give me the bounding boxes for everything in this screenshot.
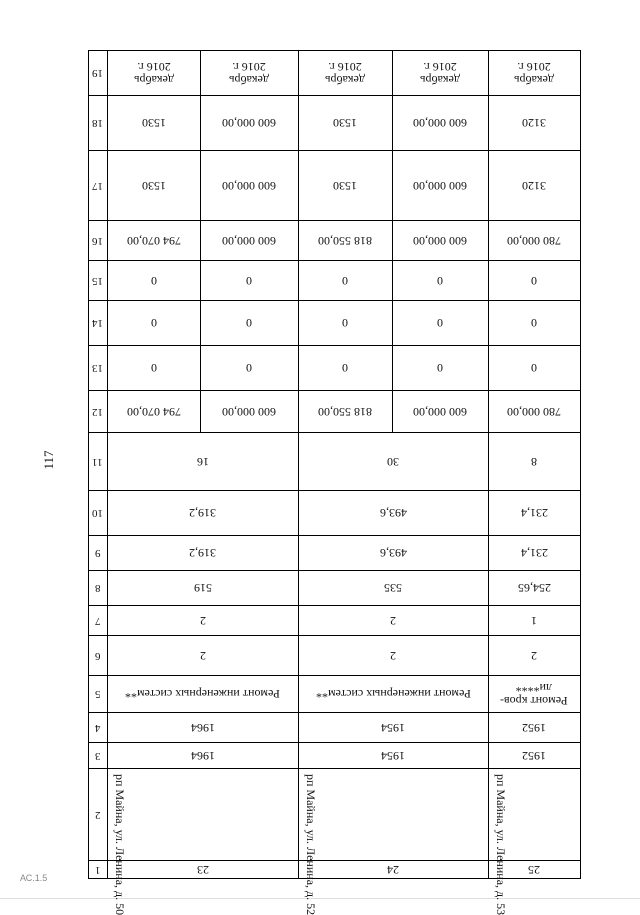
total-area-cell: 254,65 (517, 581, 551, 595)
area-living-cell: 319,2 (189, 506, 216, 520)
column-number: 4 (94, 721, 101, 734)
row-number: 23 (196, 862, 209, 877)
column-number: 11 (92, 455, 103, 468)
column-number: 2 (94, 808, 101, 821)
column-number: 18 (92, 117, 103, 129)
fund-cell: 0 (437, 316, 443, 330)
fund-cell: 0 (437, 273, 443, 288)
deadline-cell: декабрь 2016 г. (514, 59, 554, 87)
area-all-cell: 231,4 (520, 546, 548, 560)
cost-total-cell: 818 550,00 (318, 404, 372, 419)
area-all-cell: 319,2 (189, 546, 216, 560)
specific-cost-cell: 1530 (333, 178, 357, 193)
total-area-cell: 535 (384, 581, 402, 595)
area-all-cell: 493,6 (379, 546, 407, 560)
fund-cell: 0 (531, 316, 537, 330)
works-cell: Ремонт инженерных систем** (315, 687, 471, 701)
total-area-cell: 519 (193, 581, 212, 595)
area-living-cell: 231,4 (520, 506, 548, 520)
specific-cost-cell: 600 000,00 (413, 178, 467, 193)
page-number: 117 (41, 450, 56, 470)
fund-cell: 0 (342, 316, 348, 330)
column-number: 17 (92, 179, 103, 192)
column-number: 8 (94, 582, 101, 594)
owner-funds-cell: 780 000,00 (507, 233, 561, 248)
floors-cell: 2 (199, 648, 206, 663)
specific-cost-cell: 3120 (522, 178, 546, 193)
row-number: 24 (387, 862, 399, 877)
column-number: 6 (94, 649, 101, 662)
address-cell: рп Майна, ул. Ленина, д. 50 (113, 774, 127, 915)
column-number: 3 (94, 749, 101, 762)
deadline-cell: декабрь 2016 г. (420, 59, 460, 87)
residents-cell: 30 (387, 454, 399, 469)
residents-cell: 16 (196, 454, 209, 469)
area-living-cell: 493,6 (379, 506, 407, 520)
entrances-cell: 2 (390, 613, 396, 628)
year-built-cell: 1964 (190, 748, 215, 763)
fund-cell: 0 (531, 361, 537, 375)
limit-cost-cell: 3120 (522, 116, 546, 130)
address-cell: рп Майна, ул. Ленина, д. 53 (494, 774, 508, 915)
fund-cell: 0 (437, 361, 443, 375)
column-number: 1 (94, 863, 101, 876)
fund-cell: 0 (342, 361, 348, 375)
table-border-right (580, 50, 581, 879)
specific-cost-cell: 600 000,00 (222, 178, 276, 193)
fund-cell: 0 (150, 316, 157, 330)
year-overhaul-cell: 1954 (381, 720, 405, 735)
cost-total-cell: 794 070,00 (126, 404, 181, 419)
cost-total-cell: 780 000,00 (507, 404, 561, 419)
fund-cell: 0 (246, 316, 252, 330)
limit-cost-cell: 600 000,00 (222, 116, 276, 130)
deadline-cell: декабрь 2016 г. (229, 59, 269, 87)
limit-cost-cell: 1530 (333, 116, 357, 130)
column-number: 14 (92, 317, 103, 329)
fund-cell: 0 (150, 361, 157, 375)
margin-mark: АС.1.5 (20, 873, 48, 883)
column-number: 10 (92, 507, 103, 519)
entrances-cell: 2 (199, 613, 206, 628)
works-cell: Ремонт инженерных систем** (125, 687, 280, 701)
year-overhaul-cell: 1964 (190, 720, 215, 735)
column-number: 13 (92, 362, 103, 374)
fund-cell: 0 (246, 273, 252, 288)
residents-cell: 8 (531, 454, 537, 469)
owner-funds-cell: 600 000,00 (222, 233, 276, 248)
fund-cell: 0 (150, 273, 157, 288)
column-number: 19 (92, 67, 103, 79)
deadline-cell: декабрь 2016 г. (325, 59, 365, 87)
year-overhaul-cell: 1952 (522, 720, 546, 735)
limit-cost-cell: 600 000,00 (413, 116, 467, 130)
specific-cost-cell: 1530 (141, 178, 166, 193)
fund-cell: 0 (531, 273, 537, 288)
works-cell: Ремонт кров- ли**** (500, 680, 568, 708)
cost-total-cell: 600 000,00 (222, 404, 276, 419)
cost-total-cell: 600 000,00 (413, 404, 467, 419)
column-number: 9 (94, 547, 101, 559)
floors-cell: 2 (390, 648, 396, 663)
floors-cell: 2 (531, 648, 537, 663)
page-edge (0, 898, 640, 899)
deadline-cell: декабрь 2016 г. (133, 59, 174, 87)
address-cell: рп Майна, ул. Ленина, д. 52 (304, 774, 318, 915)
column-number: 7 (94, 614, 101, 627)
owner-funds-cell: 818 550,00 (318, 233, 372, 248)
entrances-cell: 1 (531, 613, 537, 628)
owner-funds-cell: 600 000,00 (413, 233, 467, 248)
row-number: 25 (528, 862, 540, 877)
fund-cell: 0 (342, 273, 348, 288)
column-number: 16 (92, 234, 103, 247)
year-built-cell: 1954 (381, 748, 405, 763)
year-built-cell: 1952 (522, 748, 546, 763)
column-number: 12 (92, 405, 103, 418)
fund-cell: 0 (246, 361, 252, 375)
column-number: 5 (94, 688, 101, 700)
column-number: 15 (92, 274, 103, 287)
owner-funds-cell: 794 070,00 (126, 233, 181, 248)
limit-cost-cell: 1530 (141, 116, 166, 130)
